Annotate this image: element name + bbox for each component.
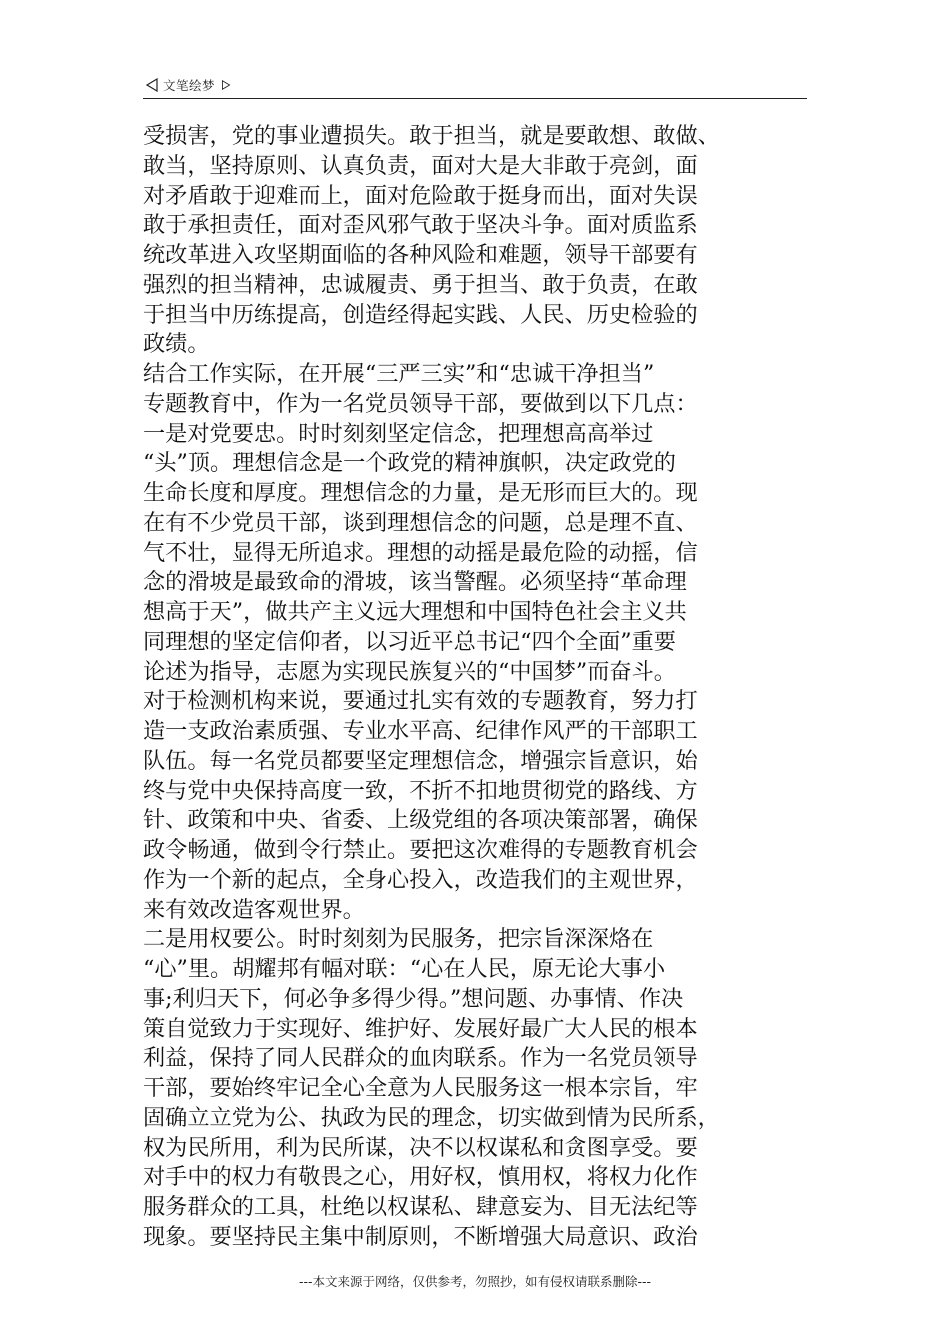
text-line: 生命长度和厚度。理想信念的力量，是无形而巨大的。现 xyxy=(143,480,698,506)
text-line: 造一支政治素质强、专业水平高、纪律作风严的干部职工 xyxy=(143,718,698,744)
text-line: 策自觉致力于实现好、维护好、发展好最广大人民的根本 xyxy=(143,1015,698,1042)
text-line: 终与党中央保持高度一致，不折不扣地贯彻党的路线、方 xyxy=(143,777,698,804)
text-line: 统改革进入攻坚期面临的各种风险和难题，领导干部要有 xyxy=(143,242,698,268)
text-line: 干部，要始终牢记全心全意为人民服务这一根本宗旨，牢 xyxy=(143,1075,698,1101)
text-line: 敢于承担责任，面对歪风邪气敢于坚决斗争。面对质监系 xyxy=(143,212,698,239)
text-line: 结合工作实际，在开展“三严三实”和“忠诚干净担当” xyxy=(143,361,655,387)
text-line: 针、政策和中央、省委、上级党组的各项决策部署，确保 xyxy=(143,807,698,834)
page-header xyxy=(143,72,807,99)
text-line: 作为一个新的起点，全身心投入，改造我们的主观世界， xyxy=(143,866,698,893)
paragraph xyxy=(143,420,823,926)
text-line: 专题教育中，作为一名党员领导干部，要做到以下几点： xyxy=(143,390,698,417)
text-line: 服务群众的工具，杜绝以权谋私、肆意妄为、目无法纪等 xyxy=(143,1194,698,1220)
text-line: 一是对党要忠。时时刻刻坚定信念，把理想高高举过 xyxy=(143,420,654,447)
text-line: 想高于天”，做共产主义远大理想和中国特色社会主义共 xyxy=(143,599,687,625)
text-line: 在有不少党员干部，谈到理想信念的问题，总是理不直、 xyxy=(143,509,698,536)
text-line: 对手中的权力有敬畏之心，用好权，慎用权，将权力化作 xyxy=(143,1164,698,1191)
text-line: 利益，保持了同人民群众的血肉联系。作为一名党员领导 xyxy=(143,1045,698,1072)
text-line: 论述为指导，志愿为实现民族复兴的“中国梦”而奋斗。 xyxy=(143,658,676,685)
text-line: 事;利归天下，何必争多得少得。”想问题、办事情、作决 xyxy=(143,985,684,1012)
text-line: 敢当，坚持原则、认真负责，面对大是大非敢于亮剑，面 xyxy=(143,152,698,179)
text-line: 对矛盾敢于迎难而上，面对危险敢于挺身而出，面对失误 xyxy=(143,182,698,209)
page-footer-disclaimer: ---本文来源于网络，仅供参考，勿照抄，如有侵权请联系删除--- xyxy=(298,1274,652,1289)
triangle-right-icon xyxy=(221,80,231,90)
text-line: 气不壮，显得无所追求。理想的动摇是最危险的动摇，信 xyxy=(143,539,698,566)
text-line: 政令畅通，做到令行禁止。要把这次难得的专题教育机会 xyxy=(143,837,698,863)
text-line: 固确立立党为公、执政为民的理念，切实做到情为民所系， xyxy=(143,1104,720,1131)
text-line: “头”顶。理想信念是一个政党的精神旗帜，决定政党的 xyxy=(143,450,676,477)
header-brand: 文笔绘梦 xyxy=(163,78,216,93)
paragraph xyxy=(143,925,823,1252)
text-line: 政绩。 xyxy=(143,331,210,358)
text-line: 权为民所用，利为民所谋，决不以权谋私和贪图享受。要 xyxy=(143,1134,698,1161)
triangle-left-icon xyxy=(145,78,159,92)
text-line: 于担当中历练提高，创造经得起实践、人民、历史检验的 xyxy=(143,301,698,328)
text-line: 同理想的坚定信仰者，以习近平总书记“四个全面”重要 xyxy=(143,628,676,655)
text-line: 念的滑坡是最致命的滑坡，该当警醒。必须坚持“革命理 xyxy=(143,569,687,596)
document-body xyxy=(143,122,823,1253)
header-brand-group xyxy=(145,76,231,94)
text-line: 强烈的担当精神，忠诚履责、勇于担当、敢于负责，在敢 xyxy=(143,271,698,298)
text-line: “心”里。胡耀邦有幅对联：“心在人民，原无论大事小 xyxy=(143,956,666,982)
text-line: 队伍。每一名党员都要坚定理想信念，增强宗旨意识，始 xyxy=(143,747,698,774)
text-line: 现象。要坚持民主集中制原则，不断增强大局意识、政治 xyxy=(143,1223,698,1250)
text-line: 对于检测机构来说，要通过扎实有效的专题教育，努力打 xyxy=(143,688,698,715)
paragraph xyxy=(143,122,823,360)
text-line: 二是用权要公。时时刻刻为民服务，把宗旨深深烙在 xyxy=(143,926,654,953)
text-line: 受损害，党的事业遭损失。敢于担当，就是要敢想、敢做、 xyxy=(143,123,720,149)
text-line: 来有效改造客观世界。 xyxy=(143,896,365,923)
paragraph xyxy=(143,360,823,420)
